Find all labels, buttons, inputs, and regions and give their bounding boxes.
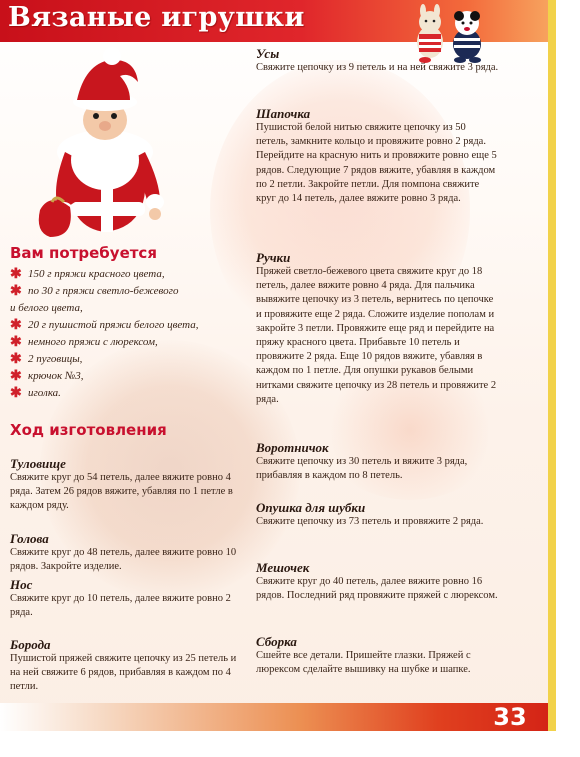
section-heading: Опушка для шубки (256, 500, 366, 515)
materials-item: ✱ 20 г пушистой пряжи белого цвета, (10, 318, 199, 333)
section-nose (10, 577, 242, 620)
section-heading: Шапочка (256, 106, 311, 121)
asterisk-icon: ✱ (10, 369, 22, 384)
asterisk-icon: ✱ (10, 335, 22, 350)
section-head (10, 531, 242, 574)
section-heading: Нос (10, 577, 33, 592)
materials-item: ✱ иголка. (10, 386, 61, 401)
materials-item: ✱ крючок №3, (10, 369, 84, 384)
section-bag (256, 560, 500, 603)
bottom-margin (0, 731, 580, 757)
materials-item: ✱ 2 пуговицы, (10, 352, 83, 367)
section-heading: Голова (10, 531, 49, 546)
asterisk-icon: ✱ (10, 267, 22, 282)
section-heading: Сборка (256, 634, 297, 649)
page-title: Вязаные игрушки (8, 2, 305, 33)
section-heading: Воротничок (256, 440, 329, 455)
section-heading: Усы (256, 46, 280, 61)
page-margin (556, 0, 580, 757)
section-beard (10, 637, 242, 695)
asterisk-icon: ✱ (10, 318, 22, 333)
section-text: Свяжите круг до 48 петель, далее вяжите ровно 10 рядов. Закройте изделие. (10, 547, 237, 573)
section-heading: Мешочек (256, 560, 310, 575)
section-body (10, 456, 242, 514)
section-text: Свяжите цепочку из 73 петель и провяжите 2 ряда. (256, 516, 484, 527)
section-collar (256, 440, 500, 483)
page-number: 33 (493, 703, 527, 731)
santa-toy-image (30, 42, 180, 242)
section-assembly (256, 634, 500, 677)
section-text: Пушистой белой нитью свяжите цепочку из 50 петель, замкните кольцо и провяжите ровно 2 ряда. Перейдите на красную нить и провяжите ровно еще 5 рядов. Следующие 7 рядов вяжите, убавляя в каждом по 2 петли. Закройте петли. Для помпона свяжите круг до 14 петель, далее вяжите ровно 3 ряда. (256, 122, 497, 205)
section-text: Свяжите цепочку из 9 петель и на ней свяжите 3 ряда. (256, 62, 499, 73)
materials-item: и белого цвета, (10, 302, 83, 314)
section-text: Свяжите цепочку из 30 петель и вяжите 3 ряда, прибавляя в каждом по 8 петель. (256, 456, 468, 482)
materials-list (10, 266, 240, 402)
section-mustache (256, 46, 500, 75)
section-text: Пушистой пряжей свяжите цепочку из 25 петель и на ней свяжите 6 рядов, прибавляя в каждом по 4 петли. (10, 653, 237, 693)
asterisk-icon: ✱ (10, 352, 22, 367)
section-text: Сшейте все детали. Пришейте глазки. Пряжей с люрексом сделайте вышивку на шубке и шапке. (256, 650, 471, 676)
materials-heading: Вам потребуется (10, 244, 157, 262)
section-text: Свяжите круг до 40 петель, далее вяжите ровно 16 рядов. Последний ряд провяжите пряжей с люрексом. (256, 576, 498, 602)
instructions-heading: Ход изготовления (10, 421, 167, 439)
materials-item: ✱ 150 г пряжи красного цвета, (10, 267, 165, 282)
asterisk-icon: ✱ (10, 386, 22, 401)
section-text: Свяжите круг до 54 петель, далее вяжите ровно 4 ряда. Затем 26 рядов вяжите, убавляя по 1 петле в каждом ряду. (10, 472, 233, 512)
section-hat (256, 106, 500, 206)
page-edge-stripe (548, 0, 556, 757)
section-coat-trim (256, 500, 500, 529)
materials-item: ✱ немного пряжи с люрексом, (10, 335, 158, 350)
section-hands (256, 250, 500, 407)
section-text: Пряжей светло-бежевого цвета свяжите круг до 18 петель, далее вяжите ровно 4 ряда. Для пальчика вывяжите цепочку из 3 петель, вернитесь по цепочке и провяжите еще 2 ряда. Сложите изделие пополам и закройте 3 петли. Провяжите еще ряд и перейдите на пряжу красного цвета. Прибавьте 10 петель и провяжите 2 ряда. Еще 10 рядов вяжите, убавляя в каждом по 1 петле. Для опушки рукавов белыми нитками свяжите цепочку из 28 петель и провяжите 2 ряда. (256, 266, 497, 405)
section-heading: Ручки (256, 250, 291, 265)
materials-item: ✱ по 30 г пряжи светло-бежевого (10, 284, 179, 299)
asterisk-icon: ✱ (10, 284, 22, 299)
footer-bar (0, 703, 548, 731)
section-text: Свяжите круг до 10 петель, далее вяжите ровно 2 ряда. (10, 593, 231, 619)
section-heading: Борода (10, 637, 51, 652)
section-heading: Туловище (10, 456, 66, 471)
